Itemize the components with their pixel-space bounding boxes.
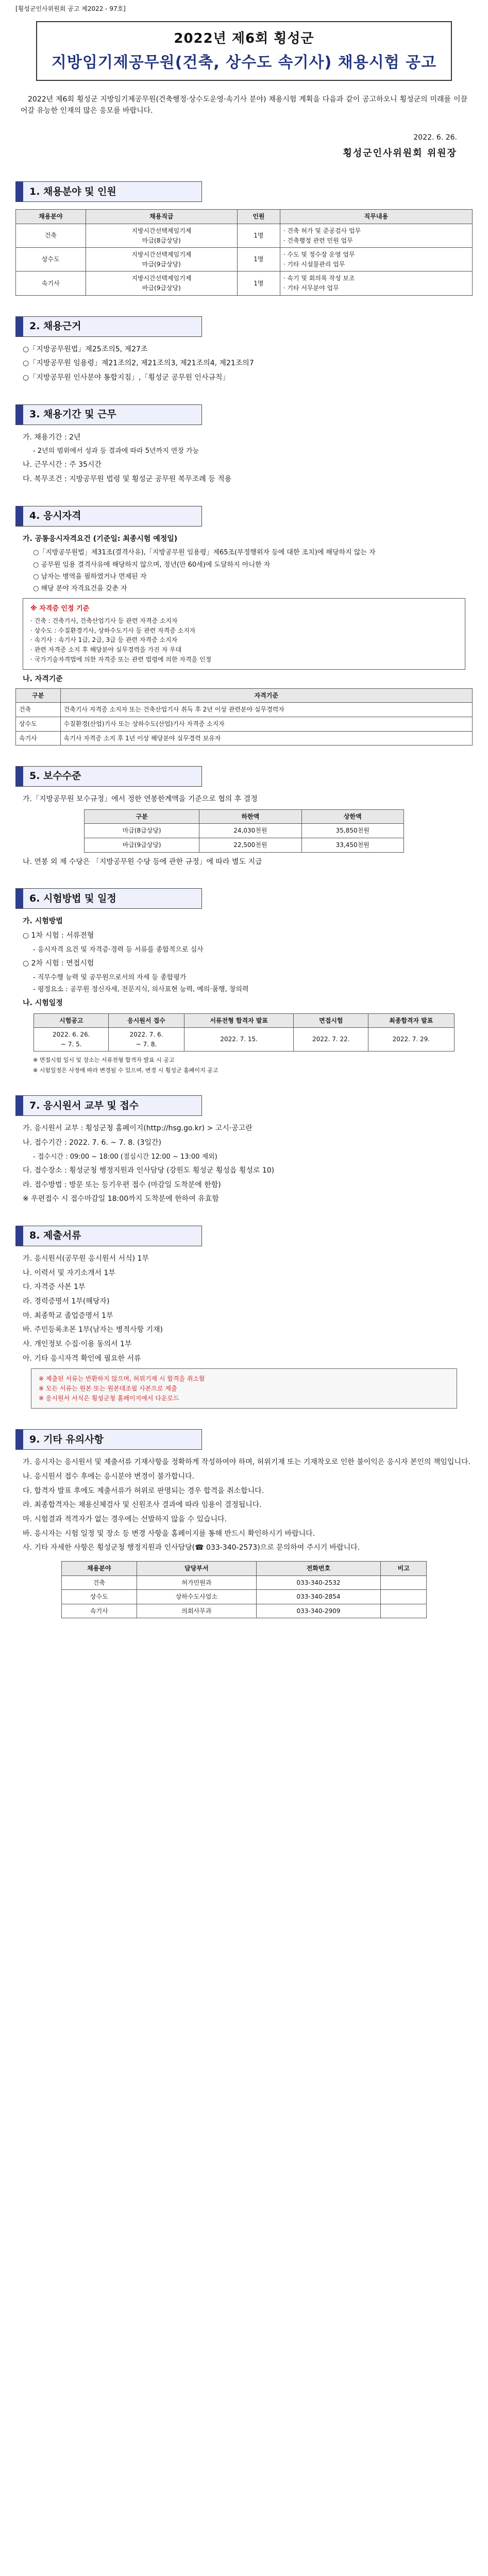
table-cell: 건축 xyxy=(61,1575,137,1590)
list-item: ※ 응시원서 서식은 횡성군청 홈페이지에서 다운로드 xyxy=(39,1394,179,1402)
list-item: 가. 응시원서 교부 : 횡성군청 홈페이지(http://hsg.go.kr) > 고시·공고란 xyxy=(23,1124,253,1133)
list-item: 가. 응시원서(공무원 응시원서 서식) 1부 xyxy=(23,1254,149,1263)
table-header: 담당부서 xyxy=(137,1562,256,1576)
table-header: 자격기준 xyxy=(60,688,472,703)
common-qualification-list xyxy=(15,548,473,594)
table-header: 채용분야 xyxy=(61,1562,137,1576)
table-row xyxy=(85,838,404,853)
table-header: 하한액 xyxy=(199,809,301,824)
table-row xyxy=(61,1575,427,1590)
list-item: ○ 2차 시험 : 면접시험 xyxy=(23,959,94,968)
table-cell: 바급(9급상당) xyxy=(85,838,199,853)
notice-date: 2022. 6. 26. xyxy=(413,133,457,142)
table-cell: 033-340-2532 xyxy=(256,1575,380,1590)
salary-note: 나. 연봉 외 제 수당은 「지방공무원 수당 등에 관한 규정」에 따라 별도 지급 xyxy=(23,857,262,866)
table-cell: 33,450천원 xyxy=(301,838,403,853)
list-item: · 상수도 : 수질환경기사, 상하수도기사 등 관련 자격증 소지자 xyxy=(30,626,196,634)
list-item: ○「지방공무원법」제31조(결격사유),「지방공무원 임용령」제65조(부정행위자 등에 대한 조치)에 해당하지 않는 자 xyxy=(33,549,376,557)
table-header: 서류전형 합격자 발표 xyxy=(184,1013,294,1028)
table-cell: 속기사 xyxy=(16,272,86,295)
salary-text: 가.「지방공무원 보수규정」에서 정한 연봉한계액을 기준으로 협의 후 결정 xyxy=(23,795,258,804)
list-item: - 평정요소 : 공무원 정신자세, 전문지식, 의사표현 능력, 예의·품행, 창의력 xyxy=(33,985,249,993)
exam-method-title: 가. 시험방법 xyxy=(23,917,63,926)
table-header: 직무내용 xyxy=(280,210,472,224)
list-item: 바. 응시자는 시험 일정 및 장소 등 변경 사항을 홈페이지를 통해 반드시 확인하시기 바랍니다. xyxy=(23,1529,315,1538)
table-row xyxy=(61,1604,427,1618)
list-item: ○ 공무원 임용 결격사유에 해당하지 않으며, 정년(만 60세)에 도달하지 아니한 자 xyxy=(33,561,271,569)
common-qualification-title: 가. 공통응시자격요건 (기준일: 최종시험 예정일) xyxy=(23,534,178,543)
list-item: 다. 자격증 사본 1부 xyxy=(23,1283,86,1292)
list-item: ○「지방공무원 인사분야 통합지침」,「횡성군 공무원 인사규칙」 xyxy=(23,373,230,382)
application-list xyxy=(15,1123,473,1205)
list-item: 나. 이력서 및 자기소개서 1부 xyxy=(23,1268,115,1277)
list-item: 다. 복무조건 : 지방공무원 법령 및 횡성군 공무원 복무조례 등 적용 xyxy=(23,475,232,484)
table-cell: 상하수도사업소 xyxy=(137,1590,256,1604)
table-cell: 2022. 7. 6. ~ 7. 8. xyxy=(109,1028,184,1052)
section-6-heading: 6. 시험방법 및 일정 xyxy=(15,888,202,909)
table-cell: 1명 xyxy=(238,272,280,295)
table-cell: 상수도 xyxy=(16,717,61,732)
list-item: ※ 우편접수 시 접수마감일 18:00까지 도착분에 한하여 유효함 xyxy=(23,1195,219,1204)
list-item: · 건축 : 건축기사, 건축산업기사 등 관련 자격증 소지자 xyxy=(30,617,178,625)
table-row xyxy=(16,703,473,717)
list-item: · 국가기술자격법에 의한 자격증 또는 관련 법령에 의한 자격을 인정 xyxy=(30,655,212,663)
notes-list xyxy=(15,1457,473,1554)
table-header: 최종합격자 발표 xyxy=(368,1013,454,1028)
table-cell xyxy=(381,1604,427,1618)
table-cell: 22,500천원 xyxy=(199,838,301,853)
table-cell: · 수도 및 정수장 운영 업무 · 기타 시설물관리 업무 xyxy=(280,248,472,272)
table-cell: 속기사 xyxy=(16,731,61,745)
table-cell: 허가민원과 xyxy=(137,1575,256,1590)
list-item: 마. 시험결과 적격자가 없는 경우에는 선발하지 않을 수 있습니다. xyxy=(23,1515,227,1523)
table-header: 전화번호 xyxy=(256,1562,380,1576)
table-cell: 지방시간선택제임기제 바급(9급상당) xyxy=(86,272,237,295)
table-cell: 상수도 xyxy=(16,248,86,272)
table-row xyxy=(16,224,473,247)
table-cell xyxy=(381,1590,427,1604)
table-row xyxy=(16,272,473,295)
list-item: - 접수시간 : 09:00 ~ 18:00 (점심시간 12:00 ~ 13:00 제외) xyxy=(33,1153,217,1161)
section-8-heading: 8. 제출서류 xyxy=(15,1226,202,1246)
table-cell: 의회사무과 xyxy=(137,1604,256,1618)
section-9-heading: 9. 기타 유의사항 xyxy=(15,1429,202,1450)
list-item: 나. 응시원서 접수 후에는 응시분야 변경이 불가합니다. xyxy=(23,1472,195,1481)
list-item: 마. 최종학교 졸업증명서 1부 xyxy=(23,1311,113,1320)
documents-note-box xyxy=(31,1368,457,1409)
table-cell: · 건축 허가 및 준공검사 업무 · 건축행정 관련 민원 업무 xyxy=(280,224,472,247)
section-1-heading: 1. 채용분야 및 인원 xyxy=(15,181,202,202)
list-item: · 관련 자격증 소지 후 해당분야 실무경력을 가진 자 우대 xyxy=(30,646,182,653)
list-item: 나. 근무시간 : 주 35시간 xyxy=(23,461,102,469)
table-cell: 속기사 자격증 소지 후 1년 이상 해당분야 실무경력 보유자 xyxy=(60,731,472,745)
list-item: 라. 접수방법 : 방문 또는 등기우편 접수 (마감일 도착분에 한함) xyxy=(23,1180,221,1189)
list-item: 가. 채용기간 : 2년 xyxy=(23,433,81,442)
table-cell: 24,030천원 xyxy=(199,824,301,838)
list-item: 사. 개인정보 수집·이용 동의서 1부 xyxy=(23,1340,132,1349)
list-item: 사. 기타 자세한 사항은 횡성군청 행정지원과 인사담당(☎ 033-340-2573)으로 문의하여 주시기 바랍니다. xyxy=(23,1544,360,1552)
salary-table xyxy=(84,809,404,853)
table-header: 채용분야 xyxy=(16,210,86,224)
exam-schedule-table xyxy=(33,1013,454,1052)
table-header: 시험공고 xyxy=(34,1013,109,1028)
list-item: ○ 해당 분야 자격요건을 갖춘 자 xyxy=(33,584,127,592)
table-cell: 35,850천원 xyxy=(301,824,403,838)
list-item: 다. 합격자 발표 후에도 제출서류가 허위로 판명되는 경우 합격을 취소합니다. xyxy=(23,1486,264,1495)
table-cell: 1명 xyxy=(238,248,280,272)
contact-table xyxy=(61,1561,427,1618)
table-cell: 033-340-2854 xyxy=(256,1590,380,1604)
list-item: 라. 경력증명서 1부(해당자) xyxy=(23,1297,110,1306)
list-item: 나. 접수기간 : 2022. 7. 6. ~ 7. 8. (3일간) xyxy=(23,1139,161,1147)
table-cell: 상수도 xyxy=(61,1590,137,1604)
list-item: - 직무수행 능력 및 공무원으로서의 자세 등 종합평가 xyxy=(33,973,187,981)
period-list xyxy=(15,432,473,485)
list-item: - 응시자격 요건 및 자격증·경력 등 서류를 종합적으로 심사 xyxy=(33,945,204,954)
table-cell: 건축 xyxy=(16,703,61,717)
exam-schedule-title: 나. 시험일정 xyxy=(23,998,63,1007)
documents-list xyxy=(15,1253,473,1365)
table-header: 구분 xyxy=(16,688,61,703)
section-3-heading: 3. 채용기간 및 근무 xyxy=(15,404,202,425)
table-cell: · 속기 및 회의록 작성 보조 · 기타 서무분야 업무 xyxy=(280,272,472,295)
issuing-office: 횡성군인사위원회 위원장 xyxy=(343,148,457,159)
intro-text: 2022년 제6회 횡성군 지방임기제공무원(건축행정·상수도운영·속기사 분야) 채용시험 계획을 다음과 같이 공고하오니 횡성군의 미래를 이끌어갈 유능한 인재의 많은 응모를 바랍니다. xyxy=(21,95,467,115)
qualification-standard-title: 나. 자격기준 xyxy=(23,675,63,684)
table-header: 구분 xyxy=(85,809,199,824)
table-cell: 수질환경(산업)기사 또는 상하수도(산업)기사 자격증 소지자 xyxy=(60,717,472,732)
list-item: 아. 기타 응시자격 확인에 필요한 서류 xyxy=(23,1354,141,1363)
schedule-note: ※ 면접시험 일시 및 장소는 서류전형 합격자 발표 시 공고 xyxy=(33,1057,175,1064)
list-item: ○ 남자는 병역을 필하였거나 면제된 자 xyxy=(33,572,147,581)
list-item: 바. 주민등록초본 1부(남자는 병적사항 기재) xyxy=(23,1326,163,1334)
list-item: 다. 접수장소 : 횡성군청 행정지원과 인사담당 (강원도 횡성군 횡성읍 횡성로 10) xyxy=(23,1166,275,1175)
list-item: 라. 최종합격자는 채용신체검사 및 신원조사 결과에 따라 임용이 결정됩니다. xyxy=(23,1501,262,1510)
list-item: ○「지방공무원법」제25조의5, 제27조 xyxy=(23,345,148,353)
section-5-heading: 5. 보수수준 xyxy=(15,766,202,787)
table-cell: 지방시간선택제임기제 마급(8급상당) xyxy=(86,224,237,247)
legal-basis-list xyxy=(15,344,473,384)
table-cell: 033-340-2909 xyxy=(256,1604,380,1618)
schedule-note-2: ※ 시험일정은 사정에 따라 변경될 수 있으며, 변경 시 횡성군 홈페이지 공고 xyxy=(33,1067,218,1074)
exam-method-list xyxy=(15,930,473,995)
page-title: 2022년 제6회 횡성군 xyxy=(174,30,314,46)
table-cell: 2022. 7. 29. xyxy=(368,1028,454,1052)
table-cell: 1명 xyxy=(238,224,280,247)
table-row xyxy=(85,824,404,838)
list-item: ○「지방공무원 임용령」제21조의2, 제21조의3, 제21조의4, 제21조의7 xyxy=(23,359,254,368)
table-row xyxy=(16,731,473,745)
qualification-table xyxy=(15,688,473,745)
list-item: · 속기사 : 속기사 1급, 2급, 3급 등 관련 자격증 소지자 xyxy=(30,636,178,644)
section-4-heading: 4. 응시자격 xyxy=(15,506,202,527)
notice-number: [횡성군인사위원회 공고 제2022 - 97호] xyxy=(15,5,126,12)
table-cell: 마급(8급상당) xyxy=(85,824,199,838)
table-cell: 건축기사 자격증 소지자 또는 건축산업기사 취득 후 2년 이상 관련분야 실무경력자 xyxy=(60,703,472,717)
table-cell: 2022. 7. 22. xyxy=(294,1028,368,1052)
table-header: 응시원서 접수 xyxy=(109,1013,184,1028)
table-header: 면접시험 xyxy=(294,1013,368,1028)
table-cell: 지방시간선택제임기제 마급(9급상당) xyxy=(86,248,237,272)
section-7-heading: 7. 응시원서 교부 및 접수 xyxy=(15,1095,202,1116)
table-header: 비고 xyxy=(381,1562,427,1576)
table-header: 인원 xyxy=(238,210,280,224)
table-cell: 건축 xyxy=(16,224,86,247)
table-cell: 속기사 xyxy=(61,1604,137,1618)
list-item: ※ 모든 서류는 원본 또는 원본대조필 사본으로 제출 xyxy=(39,1385,177,1393)
table-cell xyxy=(381,1575,427,1590)
section-2-heading: 2. 채용근거 xyxy=(15,316,202,337)
title-box xyxy=(36,21,452,81)
list-item: - 2년의 범위에서 성과 등 결과에 따라 5년까지 연장 가능 xyxy=(33,447,199,455)
page-subtitle: 지방임기제공무원(건축, 상수도 속기사) 채용시험 공고 xyxy=(51,53,437,72)
table-cell: 2022. 6. 26. ~ 7. 5. xyxy=(34,1028,109,1052)
list-item: ○ 1차 시험 : 서류전형 xyxy=(23,931,94,940)
table-row xyxy=(16,248,473,272)
recruit-table xyxy=(15,209,473,295)
table-header: 상한액 xyxy=(301,809,403,824)
license-criteria-box: ※ 자격증 인정 기준 · 건축 : 건축기사, 건축산업기사 등 관련 자격증 소지자 · 상수도 : 수질환경기사, 상하수도기사 등 관련 자격증 소지자 · 속기사 : 속기사 1급, 2급, 3급 등 관련 자격증 소지자 · 관련 자격증 소지 후 해당분야 실무경력을 가진 자 우대 · 국가기술자격법에 의한 자격증 또는 관련 법령에 의한 자격을 인정 xyxy=(23,598,465,670)
table-header: 채용직급 xyxy=(86,210,237,224)
list-item: ※ 제출된 서류는 반환하지 않으며, 허위기재 시 합격을 취소함 xyxy=(39,1375,205,1383)
table-cell: 2022. 7. 15. xyxy=(184,1028,294,1052)
table-row xyxy=(61,1590,427,1604)
list-item: 가. 응시자는 응시원서 및 제출서류 기재사항을 정확하게 작성하여야 하며, 허위기재 또는 기재착오로 인한 불이익은 응시자 본인의 책임입니다. xyxy=(23,1458,470,1467)
table-row xyxy=(16,717,473,732)
